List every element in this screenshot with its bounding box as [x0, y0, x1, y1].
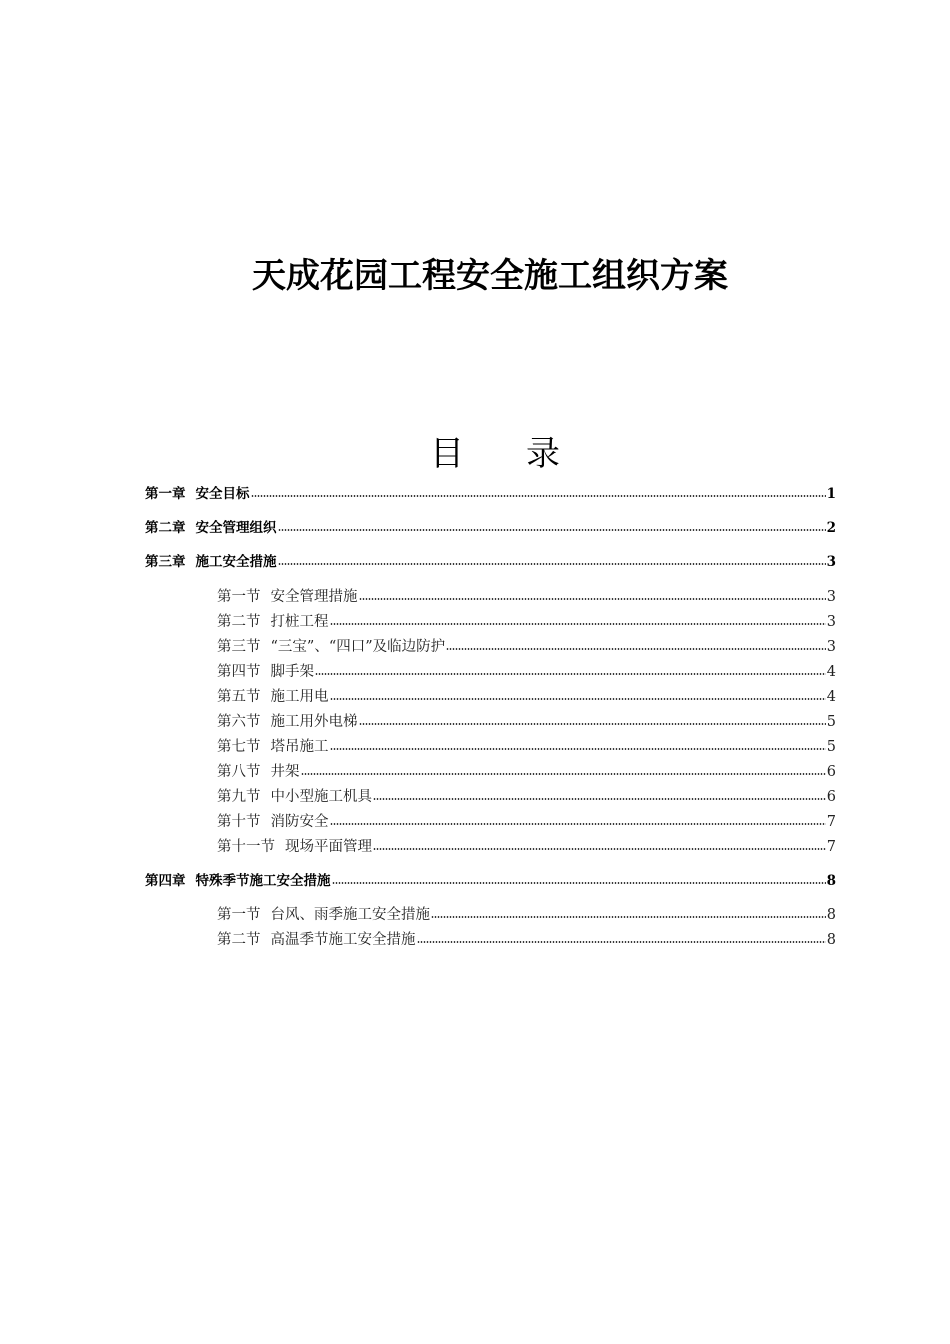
dot-leader	[301, 773, 826, 775]
toc-page-number: 6	[826, 764, 836, 780]
toc-chapter-title: 特殊季节施工安全措施	[195, 873, 331, 889]
toc-page-number: 3	[826, 614, 836, 630]
dot-leader	[315, 673, 826, 675]
toc-chapter-3[interactable]	[145, 552, 836, 572]
toc-section-title: 井架	[270, 764, 300, 780]
toc-page-number: 7	[826, 839, 836, 855]
toc-section-3-11[interactable]	[217, 837, 836, 857]
toc-section-title: 现场平面管理	[285, 839, 372, 855]
toc-section-number: 第十一节	[217, 839, 275, 855]
document-title: 天成花园工程安全施工组织方案	[252, 256, 728, 296]
toc-page-number: 4	[826, 689, 836, 705]
toc-chapter-1[interactable]	[145, 484, 836, 504]
toc-section-3-2[interactable]	[217, 612, 836, 632]
toc-page-number: 8	[826, 873, 836, 889]
toc-section-title: 塔吊施工	[270, 739, 329, 755]
dot-leader	[278, 563, 826, 565]
toc-chapter-4[interactable]	[145, 871, 836, 891]
toc-section-title: 安全管理措施	[270, 589, 358, 605]
toc-chapter-number: 第三章	[145, 554, 186, 570]
toc-section-3-6[interactable]	[217, 712, 836, 732]
toc-section-number: 第二节	[217, 932, 261, 948]
dot-leader	[330, 623, 826, 625]
dot-leader	[332, 882, 826, 884]
toc-heading-left: 目	[430, 434, 464, 474]
dot-leader	[278, 529, 826, 531]
dot-leader	[417, 941, 826, 943]
toc-section-3-4[interactable]	[217, 662, 836, 682]
toc-section-3-9[interactable]	[217, 787, 836, 807]
toc-section-number: 第三节	[217, 639, 261, 655]
toc-section-3-3[interactable]	[217, 637, 836, 657]
toc-section-number: 第六节	[217, 714, 261, 730]
dot-leader	[373, 848, 826, 850]
toc-section-number: 第一节	[217, 589, 261, 605]
dot-leader	[330, 698, 826, 700]
toc-page-number: 5	[826, 739, 836, 755]
toc-section-title: 高温季节施工安全措施	[270, 932, 416, 948]
toc-section-number: 第五节	[217, 689, 261, 705]
toc-chapter-title: 施工安全措施	[195, 554, 277, 570]
toc-section-title: 施工用外电梯	[270, 714, 358, 730]
toc-chapter-2[interactable]	[145, 518, 836, 538]
dot-leader	[446, 648, 826, 650]
toc-section-number: 第八节	[217, 764, 261, 780]
dot-leader	[330, 748, 826, 750]
toc-section-title: 消防安全	[270, 814, 329, 830]
toc-chapter-number: 第四章	[145, 873, 186, 889]
dot-leader	[373, 798, 826, 800]
toc-page-number: 3	[826, 639, 836, 655]
toc-section-title: 脚手架	[270, 664, 314, 680]
toc-page-number: 8	[826, 907, 836, 923]
toc-section-3-10[interactable]	[217, 812, 836, 832]
toc-section-3-5[interactable]	[217, 687, 836, 707]
dot-leader	[359, 723, 826, 725]
toc-page-number: 2	[826, 520, 836, 536]
dot-leader	[330, 823, 826, 825]
toc-heading-right: 录	[526, 434, 560, 474]
toc-section-4-1[interactable]	[217, 905, 836, 925]
toc-chapter-title: 安全目标	[195, 486, 250, 502]
toc-section-title: 施工用电	[270, 689, 329, 705]
toc-section-3-8[interactable]	[217, 762, 836, 782]
toc-chapter-number: 第一章	[145, 486, 186, 502]
toc-section-3-7[interactable]	[217, 737, 836, 757]
toc-heading	[0, 426, 950, 475]
toc-section-number: 第七节	[217, 739, 261, 755]
toc-section-number: 第四节	[217, 664, 261, 680]
toc-page-number: 7	[826, 814, 836, 830]
toc-section-3-1[interactable]	[217, 587, 836, 607]
toc-chapter-title: 安全管理组织	[195, 520, 277, 536]
toc-page-number: 6	[826, 789, 836, 805]
toc-page-number: 8	[826, 932, 836, 948]
toc-page-number: 4	[826, 664, 836, 680]
toc-page-number: 3	[826, 554, 836, 570]
toc-chapter-number: 第二章	[145, 520, 186, 536]
toc-page-number: 1	[826, 486, 836, 502]
toc-section-number: 第一节	[217, 907, 261, 923]
toc-section-title: 中小型施工机具	[270, 789, 372, 805]
toc-section-title: “三宝”、“四口”及临边防护	[270, 639, 446, 655]
dot-leader	[359, 598, 826, 600]
dot-leader	[431, 916, 826, 918]
toc-section-number: 第十节	[217, 814, 261, 830]
toc-page-number: 3	[826, 589, 836, 605]
toc-section-number: 第九节	[217, 789, 261, 805]
dot-leader	[251, 495, 826, 497]
toc-section-number: 第二节	[217, 614, 261, 630]
toc-page-number: 5	[826, 714, 836, 730]
toc-section-title: 台风、雨季施工安全措施	[270, 907, 430, 923]
toc-section-title: 打桩工程	[270, 614, 329, 630]
toc-section-4-2[interactable]	[217, 930, 836, 950]
